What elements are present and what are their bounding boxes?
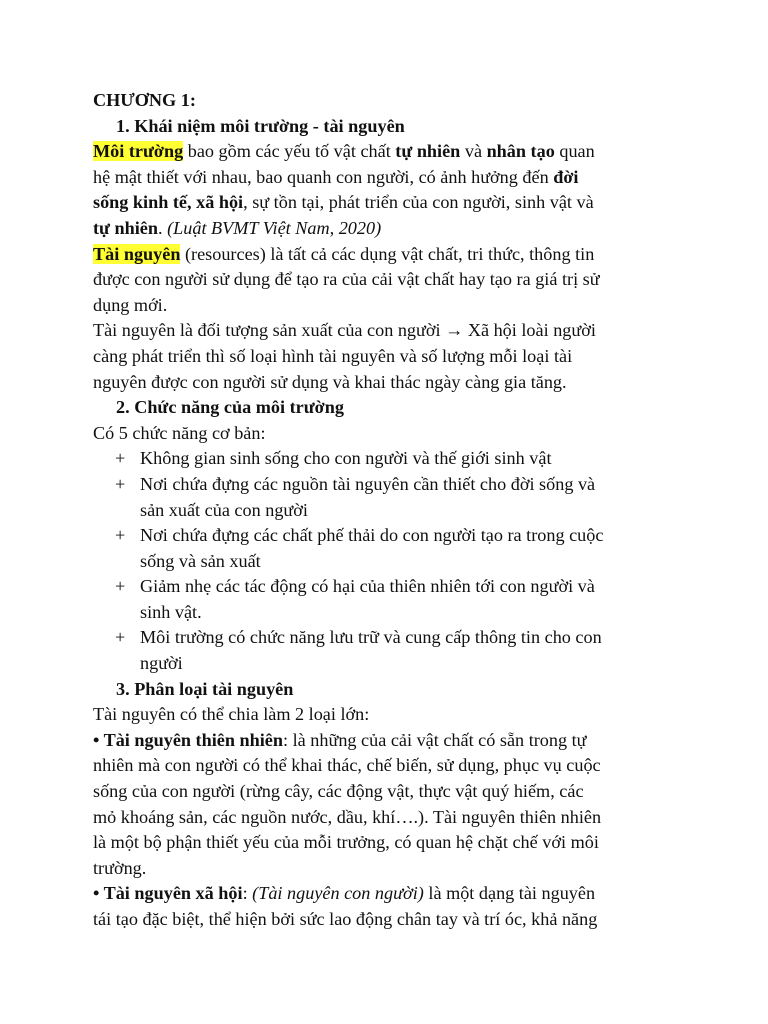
classification-intro: Tài nguyên có thể chia làm 2 loại lớn:	[93, 704, 370, 725]
social-resource-line-2: tái tạo đặc biệt, thể hiện bởi sức lao động chân tay và trí óc, khả năng	[93, 909, 598, 929]
plus-bullet-icon: +	[115, 627, 126, 648]
function-item-5-cont: người	[140, 653, 183, 674]
natural-resource-line-6: trường.	[93, 857, 147, 878]
natural-resource-line-3: sống của con người (rừng cây, các động vật, thực vật quý hiếm, các	[93, 781, 584, 802]
plus-bullet-icon: +	[115, 576, 126, 597]
natural-resource-line-5: là một bộ phận thiết yếu của mỗi trưởng, có quan hệ chặt chế với môi	[93, 832, 599, 853]
function-item-5: + Môi trường có chức năng lưu trữ và cung cấp thông tin cho con	[93, 625, 683, 651]
document-body	[93, 88, 683, 933]
env-definition-line-4: tự nhiên. (Luật BVMT Việt Nam, 2020)	[93, 217, 382, 238]
natural-resource-line-2: nhiên mà con người có thể khai thác, chế biến, sử dụng, phục vụ cuộc	[93, 755, 601, 776]
plus-bullet-icon: +	[115, 473, 126, 494]
section-2-heading: 2. Chức năng của môi trường	[116, 397, 344, 418]
chapter-heading: CHƯƠNG 1:	[93, 90, 196, 110]
function-item-2-cont: sản xuất của con người	[140, 499, 308, 520]
resource-definition-line-3: dụng mới.	[93, 294, 168, 315]
function-item-4: + Giảm nhẹ các tác động có hại của thiên nhiên tới con người và	[93, 574, 683, 600]
functions-intro: Có 5 chức năng cơ bản:	[93, 422, 266, 443]
function-item-1: + Không gian sinh sống cho con người và thế giới sinh vật	[93, 446, 683, 472]
env-definition-line-1: Môi trường bao gồm các yếu tố vật chất tự nhiên và nhân tạo quan	[93, 141, 595, 162]
social-resource-line-1: • Tài nguyên xã hội: (Tài nguyên con người) là một dạng tài nguyên	[93, 883, 596, 904]
function-item-2: + Nơi chứa đựng các nguồn tài nguyên cần thiết cho đời sống và	[93, 472, 683, 498]
highlight-resource-term: Tài nguyên	[93, 243, 181, 264]
function-item-3-cont: sống và sản xuất	[140, 550, 261, 571]
resource-definition-line-1: Tài nguyên (resources) là tất cả các dụng vật chất, tri thức, thông tin	[93, 243, 595, 264]
resource-definition-line-2: được con người sử dụng để tạo ra của cải vật chất hay tạo ra giá trị sử	[93, 269, 600, 290]
section-3-heading: 3. Phân loại tài nguyên	[116, 678, 294, 699]
section-1-heading: 1. Khái niệm môi trường - tài nguyên	[116, 115, 405, 136]
function-item-4-cont: sinh vật.	[140, 601, 202, 622]
plus-bullet-icon: +	[115, 448, 126, 469]
env-definition-line-2: hệ mật thiết với nhau, bao quanh con người, có ảnh hưởng đến đời	[93, 166, 579, 187]
function-item-3: + Nơi chứa đựng các chất phế thải do con người tạo ra trong cuộc	[93, 523, 683, 549]
citation: (Luật BVMT Việt Nam, 2020)	[167, 217, 382, 238]
highlight-env-term: Môi trường	[93, 141, 184, 162]
plus-bullet-icon: +	[115, 525, 126, 546]
natural-resource-line-4: mỏ khoáng sản, các nguồn nước, dầu, khí….). Tài nguyên thiên nhiên	[93, 806, 602, 827]
production-object-line-2: càng phát triển thì số loại hình tài nguyên và số lượng mỗi loại tài	[93, 345, 573, 366]
natural-resource-line-1: • Tài nguyên thiên nhiên: là những của cải vật chất có sẵn trong tự	[93, 729, 587, 750]
env-definition-line-3: sống kinh tế, xã hội, sự tồn tại, phát triển của con người, sinh vật và	[93, 192, 594, 213]
production-object-line-3: nguyên được con người sử dụng và khai thác ngày càng gia tăng.	[93, 371, 567, 392]
production-object-line-1: Tài nguyên là đối tượng sản xuất của con người → Xã hội loài người	[93, 320, 596, 341]
